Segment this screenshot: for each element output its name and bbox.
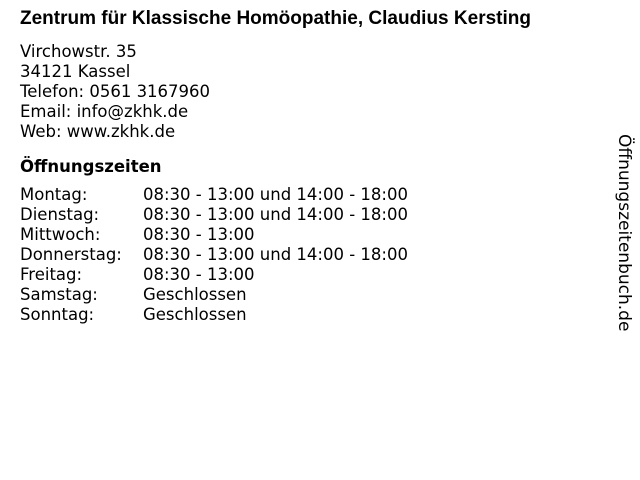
opening-hours-heading: Öffnungszeiten: [20, 157, 162, 176]
address-street: Virchowstr. 35: [20, 42, 137, 61]
hours-row-thursday: [20, 245, 615, 265]
business-name: Zentrum für Klassische Homöopathie, Claudius Kersting: [20, 8, 531, 29]
day-label: Sonntag:: [20, 305, 95, 324]
watermark-text: Öffnungszeitenbuch.de: [614, 134, 634, 332]
hours-row-tuesday: [20, 205, 615, 225]
day-label: Montag:: [20, 185, 88, 204]
day-label: Mittwoch:: [20, 225, 101, 244]
hours-row-monday: [20, 185, 615, 205]
opening-hours-table: [20, 185, 615, 325]
time-value: 08:30 - 13:00 und 14:00 - 18:00: [143, 185, 408, 204]
address-phone: Telefon: 0561 3167960: [20, 82, 211, 101]
day-label: Freitag:: [20, 265, 83, 284]
time-value: 08:30 - 13:00 und 14:00 - 18:00: [143, 245, 408, 264]
address-city: 34121 Kassel: [20, 62, 131, 81]
business-card: [20, 8, 615, 325]
hours-row-friday: [20, 265, 615, 285]
time-value: Geschlossen: [143, 305, 247, 324]
time-value: 08:30 - 13:00: [143, 225, 255, 244]
address-block: [20, 42, 615, 142]
time-value: Geschlossen: [143, 285, 247, 304]
address-email: Email: info@zkhk.de: [20, 102, 189, 121]
time-value: 08:30 - 13:00: [143, 265, 255, 284]
hours-row-saturday: [20, 285, 615, 305]
address-web: Web: www.zkhk.de: [20, 122, 176, 141]
hours-row-wednesday: [20, 225, 615, 245]
day-label: Dienstag:: [20, 205, 100, 224]
hours-row-sunday: [20, 305, 615, 325]
time-value: 08:30 - 13:00 und 14:00 - 18:00: [143, 205, 408, 224]
day-label: Samstag:: [20, 285, 98, 304]
day-label: Donnerstag:: [20, 245, 122, 264]
